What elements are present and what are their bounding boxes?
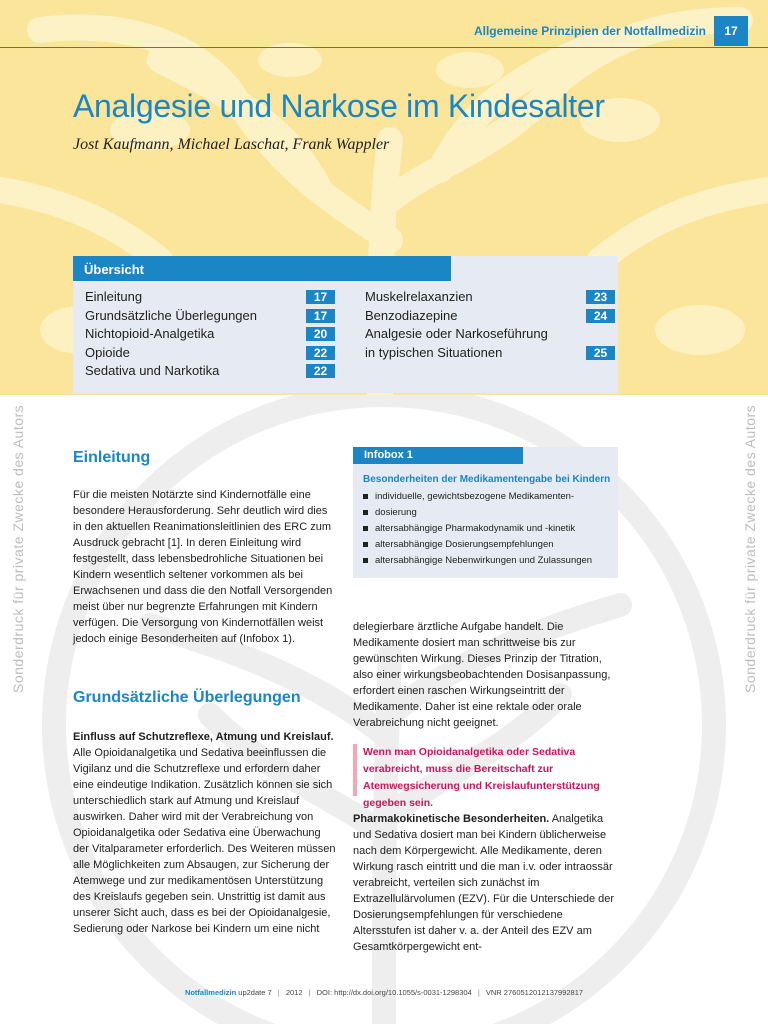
footer-brand: Notfallmedizin (184, 988, 237, 997)
grundsaetzliche-paragraph (73, 729, 338, 937)
footer-issue: up2date 7 (238, 988, 272, 997)
article-title: Analgesie und Narkose im Kindesalter (73, 88, 605, 124)
paragraph-text: Alle Opioidanalgetika und Sedativa beeinflussen die Vigilanz und die Schutzreflexe und erfordern daher eine eindeutige Indikation. Zusätzlich können sie sich unterschiedlich stark auf Atmung und Kreislauf auswirken. Daher wird mit der Verabreichung von Opioidanalgetika oder Sedativa eine Überwachung der Vitalparameter erforderlich. Des Weiteren müssen alle Möglichkeiten zum Absaugen, zur Sicherung der Atemwege und zur medikamentösen Unterstützung des Kreislaufs gegeben sein. Unstrittig ist damit aus unserer Sicht auch, dass es bei der Opioidanalgesie, Sedierung oder Narkose bei Kindern um eine nicht (73, 747, 336, 935)
overview-item[interactable]: Opioide (85, 344, 130, 360)
header-divider (0, 47, 768, 48)
subheading-text: Pharmakokinetische Besonderheiten. (353, 813, 550, 825)
overview-page-number: 25 (586, 346, 615, 360)
infobox-item: altersabhängige Dosierungsempfehlungen (363, 537, 592, 553)
infobox-label: Infobox 1 (353, 447, 523, 464)
overview-box (73, 256, 618, 393)
paragraph-text: Für die meisten Notärzte sind Kindernotfälle eine besondere Herausforderung. Sehr deutlich wird dies in den aktuellen Reanimationsleitlinien des ERC zum Ausdruck gebracht [1]. In deren Einleitung wird festgestellt, dass lebensbedrohliche Situationen bei Kindern wesentlich seltener vorkommen als bei Erwachsenen und dass die den Notfall Versorgenden meist über nur begrenzte Erfahrungen mit Kindern verfügen. Die Versorgung von Kindernotfällen weist jedoch einige Besonderheiten auf (Infobox 1). (73, 489, 333, 645)
overview-item[interactable]: Nichtopioid-Analgetika (85, 326, 215, 341)
overview-item[interactable]: Benzodiazepine (365, 307, 458, 323)
overview-item[interactable]: Grundsätzliche Überlegungen (85, 307, 257, 323)
footer-doi[interactable]: DOI: http://dx.doi.org/10.1055/s-0031-1298304 (316, 988, 472, 997)
running-head: Allgemeine Prinzipien der Notfallmedizin (473, 24, 706, 38)
overview-page-number: 23 (586, 290, 615, 304)
overview-page-number: 24 (586, 309, 615, 323)
page-number: 17 (714, 16, 748, 46)
right-column-paragraph-2 (353, 811, 618, 955)
infobox-list (363, 489, 592, 569)
overview-page-number: 17 (306, 290, 335, 304)
einleitung-paragraph (73, 487, 338, 647)
footer-year: 2012 (285, 988, 303, 997)
overview-right-column (365, 288, 548, 362)
article-authors: Jost Kaufmann, Michael Laschat, Frank Wappler (73, 136, 390, 153)
overview-item[interactable]: Sedativa und Narkotika (85, 363, 220, 378)
paragraph-text: delegierbare ärztliche Aufgabe handelt. Die Medikamente dosiert man schrittweise bis zur gewünschten Wirkung. Dieses Prinzip der Titration, also einer wirkungsbeobachtenden Dosisanpassung, erfordert einen raschen Wirkungseintritt der Medikamente. Daher ist eine rektale oder orale Verabreichung nicht geeignet. (353, 621, 611, 729)
section-heading-einleitung: Einleitung (73, 449, 151, 466)
overview-page-number: 22 (306, 346, 335, 360)
overview-page-number: 17 (306, 309, 335, 323)
highlight-bar (353, 744, 357, 796)
highlight-text: Wenn man Opioidanalgetika oder Sedativa verabreicht, muss die Bereitschaft zur Atemwegsicherung und Kreislaufunterstützung gegeben sein. (363, 746, 600, 809)
overview-heading: Übersicht (73, 256, 451, 281)
paragraph-text: Analgetika und Sedativa dosiert man bei Kindern üblicherweise nach dem Körpergewicht. Alle Medikamente, deren Wirkung rasch eintritt und die man i.v. oder intraossär verabreicht, verteilen sich zunächst im Extrazellulärvolumen (EZV). Für die Unterschiede der Dosierungsempfehlungen für verschiedene Altersstufen ist daher v. a. der Anteil des EZV am Gesamtkörpergewicht ent- (353, 813, 615, 953)
infobox (353, 447, 618, 578)
subheading-text: Einfluss auf Schutzreflexe, Atmung und Kreislauf. (73, 731, 334, 743)
side-watermark-left: Sonderdruck für private Zwecke des Autors (10, 404, 26, 693)
overview-item[interactable]: in typischen Situationen (365, 344, 503, 360)
section-heading-grundsaetzliche: Grundsätzliche Überlegungen (73, 689, 301, 706)
infobox-item: altersabhängige Pharmakodynamik und -kinetik (363, 521, 592, 537)
side-watermark-right: Sonderdruck für private Zwecke des Autors (742, 404, 758, 693)
infobox-item: altersabhängige Nebenwirkungen und Zulassungen (363, 553, 592, 569)
overview-left-column (85, 288, 257, 381)
overview-item[interactable]: Einleitung (85, 289, 143, 304)
footer: Notfallmedizin up2date 7 | 2012 | DOI: http://dx.doi.org/10.1055/s-0031-1298304 | VNR 2760512012137992817 (184, 988, 584, 997)
infobox-item: individuelle, gewichtsbezogene Medikamenten- (363, 489, 592, 505)
overview-page-number: 20 (306, 327, 335, 341)
overview-item[interactable]: Analgesie oder Narkoseführung (365, 326, 548, 341)
infobox-title: Besonderheiten der Medikamentengabe bei Kindern (363, 474, 611, 485)
overview-item[interactable]: Muskelrelaxanzien (365, 289, 473, 304)
infobox-item: dosierung (363, 505, 592, 521)
footer-vnr: VNR 2760512012137992817 (485, 988, 584, 997)
right-column-paragraph-1 (353, 619, 618, 731)
overview-page-number: 22 (306, 364, 335, 378)
